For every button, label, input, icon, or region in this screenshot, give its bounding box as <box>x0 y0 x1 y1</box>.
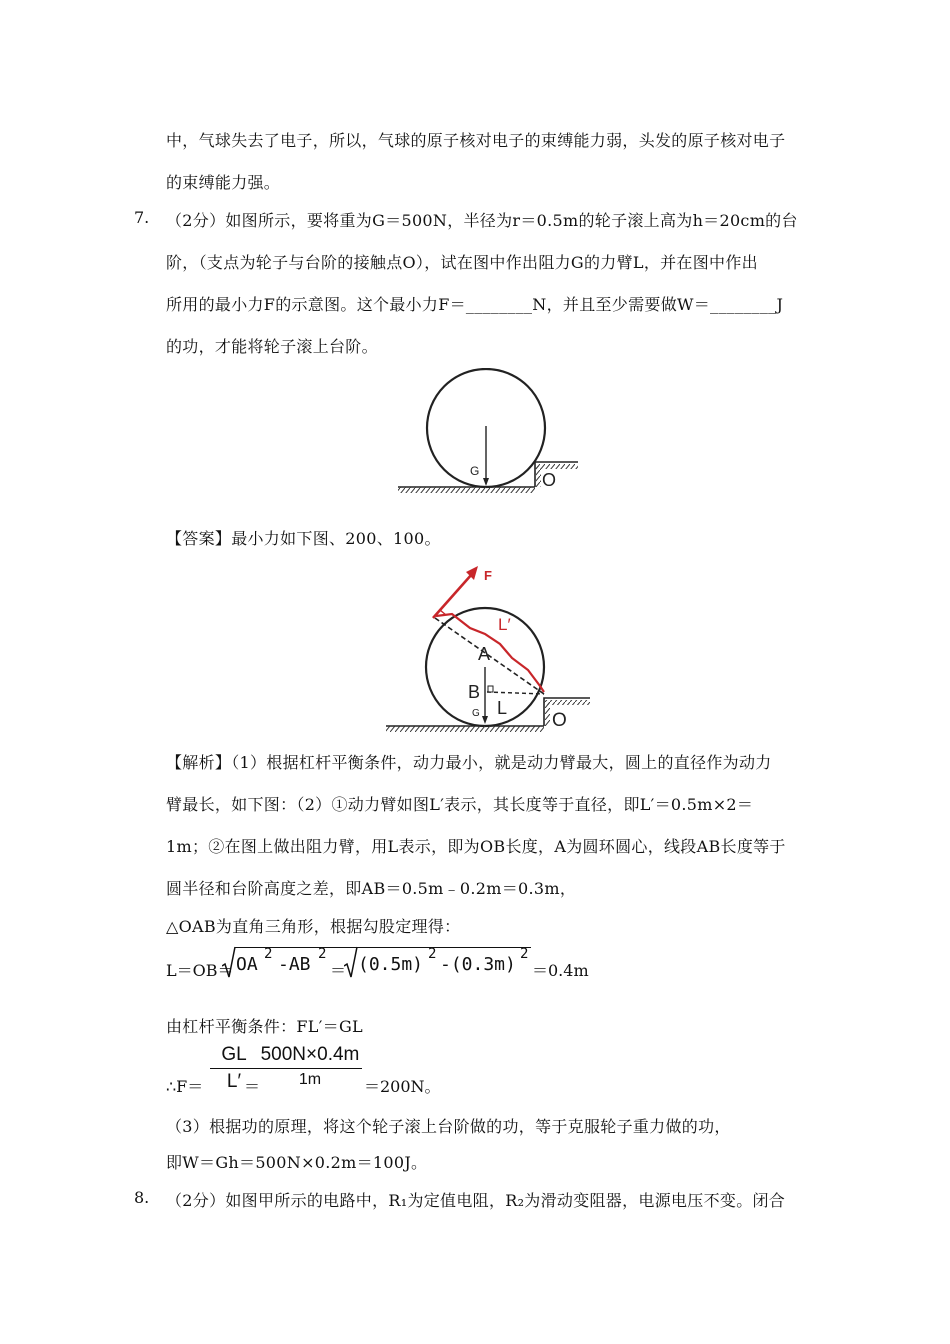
question-7-line-3: 所用的最小力F的示意图。这个最小力F＝________N，并且至少需要做W＝________J <box>166 295 784 314</box>
question-8-line-1: （2分）如图甲所示的电路中，R₁为定值电阻，R₂为滑动变阻器，电源电压不变。闭合 <box>166 1191 786 1210</box>
radicand-oa: OA <box>236 954 258 975</box>
gravity-label: G <box>472 708 480 719</box>
question-8-number: 8. <box>134 1188 150 1207</box>
resistance-arm-label: L <box>497 698 508 718</box>
answer-line: 【答案】最小力如下图、200、100。 <box>166 529 441 548</box>
pivot-label: O <box>542 470 557 490</box>
radical-sign-2 <box>344 946 358 980</box>
radical-bar-2 <box>357 947 531 948</box>
wheel-step-figure <box>390 368 590 498</box>
step-side-hatch <box>545 702 550 726</box>
pivot-label: O <box>552 710 567 731</box>
intro-line-1: 中，气球失去了电子，所以，气球的原子核对电子的束缚能力弱，头发的原子核对电子 <box>166 131 786 150</box>
power-arm-label: L′ <box>498 615 511 634</box>
fraction-2-denominator: 1m <box>298 1071 322 1088</box>
radicand-point3-m: -(0.3m) <box>440 954 516 975</box>
question-7-number: 7. <box>134 208 150 227</box>
formula-equals: ＝ <box>330 961 347 980</box>
formula-prefix: ∴F＝ <box>166 1077 204 1096</box>
fraction-1-denominator: L′ <box>226 1071 242 1092</box>
question-7-line-2: 阶，（支点为轮子与台阶的接触点O），试在图中作出阻力G的力臂L，并在图中作出 <box>166 253 758 272</box>
step-top-hatch <box>544 700 590 705</box>
radicand-half-m: (0.5m) <box>358 954 424 975</box>
right-angle-mark <box>488 686 493 692</box>
gravity-label: G <box>470 464 480 478</box>
step-side-hatch <box>536 466 541 487</box>
gravity-arrowhead <box>483 478 489 486</box>
formula-lhs: L＝OB＝ <box>166 961 234 980</box>
formula-equals: ＝ <box>244 1077 261 1096</box>
analysis-line-1: 【解析】（1）根据杠杆平衡条件，动力最小，就是动力臂最大，圆上的直径作为动力 <box>166 753 772 772</box>
formula-result: ＝0.4m <box>532 961 589 980</box>
formula-result: ＝200N。 <box>364 1077 441 1096</box>
radicand-ab: -AB <box>278 954 311 975</box>
exponent-2: 2 <box>318 946 327 962</box>
gravity-arrowhead <box>482 716 488 724</box>
force-label: F <box>484 568 492 583</box>
analysis-line-5: △OAB为直角三角形，根据勾股定理得： <box>166 917 461 936</box>
resistance-arm-dashed-line <box>487 692 544 694</box>
fraction-1-numerator: GL <box>210 1044 258 1069</box>
exponent-1: 2 <box>264 946 273 962</box>
fraction-2 <box>258 1044 362 1089</box>
point-b-label: B <box>468 682 481 702</box>
center-label: A <box>478 644 491 664</box>
analysis-line-3: 1m；②在图上做出阻力臂，用L表示，即为OB长度，A为圆环圆心，线段AB长度等于 <box>166 837 786 856</box>
analysis-line-4: 圆半径和台阶高度之差，即AB＝0.5m﹣0.2m＝0.3m， <box>166 879 577 898</box>
analysis-line-2: 臂最长，如下图：（2）①动力臂如图L′表示，其长度等于直径，即L′＝0.5m×2＝ <box>166 795 754 814</box>
ground-hatch <box>398 487 535 493</box>
ground-hatch <box>386 726 544 732</box>
intro-line-2: 的束缚能力强。 <box>166 173 281 192</box>
analysis-line-8: 即W＝Gh＝500N×0.2m＝100J。 <box>166 1153 428 1172</box>
step-top-hatch <box>535 464 578 469</box>
analysis-line-6: 由杠杆平衡条件：FL′＝GL <box>166 1017 363 1036</box>
answer-figure <box>380 558 600 736</box>
exponent-3: 2 <box>428 946 437 962</box>
analysis-line-7: （3）根据功的原理，将这个轮子滚上台阶做的功，等于克服轮子重力做的功， <box>166 1117 731 1136</box>
exponent-4: 2 <box>520 946 529 962</box>
radical-sign-1 <box>222 946 236 980</box>
question-7-line-4: 的功，才能将轮子滚上台阶。 <box>166 337 378 356</box>
question-7-line-1: （2分）如图所示，要将重为G＝500N，半径为r＝0.5m的轮子滚上高为h＝20cm的台 <box>166 211 798 230</box>
fraction-2-numerator: 500N×0.4m <box>258 1044 362 1069</box>
